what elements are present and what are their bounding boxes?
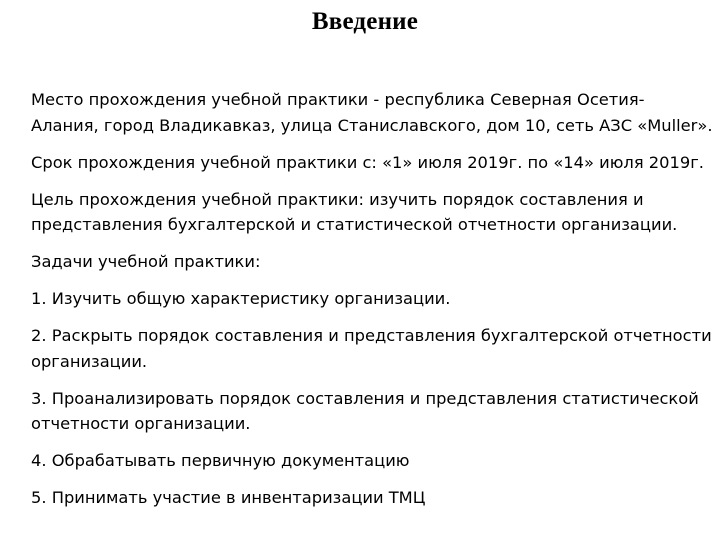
document-body (31, 87, 713, 522)
paragraph-line: отчетности организации. (31, 414, 251, 433)
paragraph-tasks-heading (31, 249, 707, 275)
paragraph-practice-location (31, 87, 713, 138)
paragraph-practice-period (31, 150, 707, 176)
paragraph-line: 4. Обрабатывать первичную документацию (31, 451, 410, 470)
paragraph-line: 5. Принимать участие в инвентаризации ТМЦ (31, 488, 426, 507)
paragraph-line: Цель прохождения учебной практики: изучить порядок составления и (31, 189, 644, 209)
paragraph-practice-goal (31, 187, 707, 238)
paragraph-line: Место прохождения учебной практики - республика Северная Осетия- (31, 90, 645, 109)
list-item-task-1 (31, 286, 707, 312)
paragraph-line: Срок прохождения учебной практики с: «1» июля 2019г. по «14» июля 2019г. (31, 152, 704, 172)
document-title: Введение (311, 8, 419, 35)
paragraph-line: 2. Раскрыть порядок составления и представления бухгалтерской отчетности (31, 326, 712, 345)
list-item-task-4 (31, 448, 707, 474)
list-item-task-5 (31, 485, 707, 511)
paragraph-line: Задачи учебной практики: (31, 252, 261, 271)
list-item-task-3 (31, 386, 707, 437)
paragraph-line: представления бухгалтерской и статистической отчетности организации. (31, 215, 678, 234)
paragraph-line: 3. Проанализировать порядок составления и представления статистической (31, 388, 699, 408)
paragraph-line: Алания, город Владикавказ, улица Станиславского, дом 10, сеть АЗС «Muller». (31, 115, 713, 135)
paragraph-line: организации. (31, 351, 148, 371)
paragraph-line: 1. Изучить общую характеристику организации. (31, 289, 451, 308)
list-item-task-2 (31, 323, 712, 374)
